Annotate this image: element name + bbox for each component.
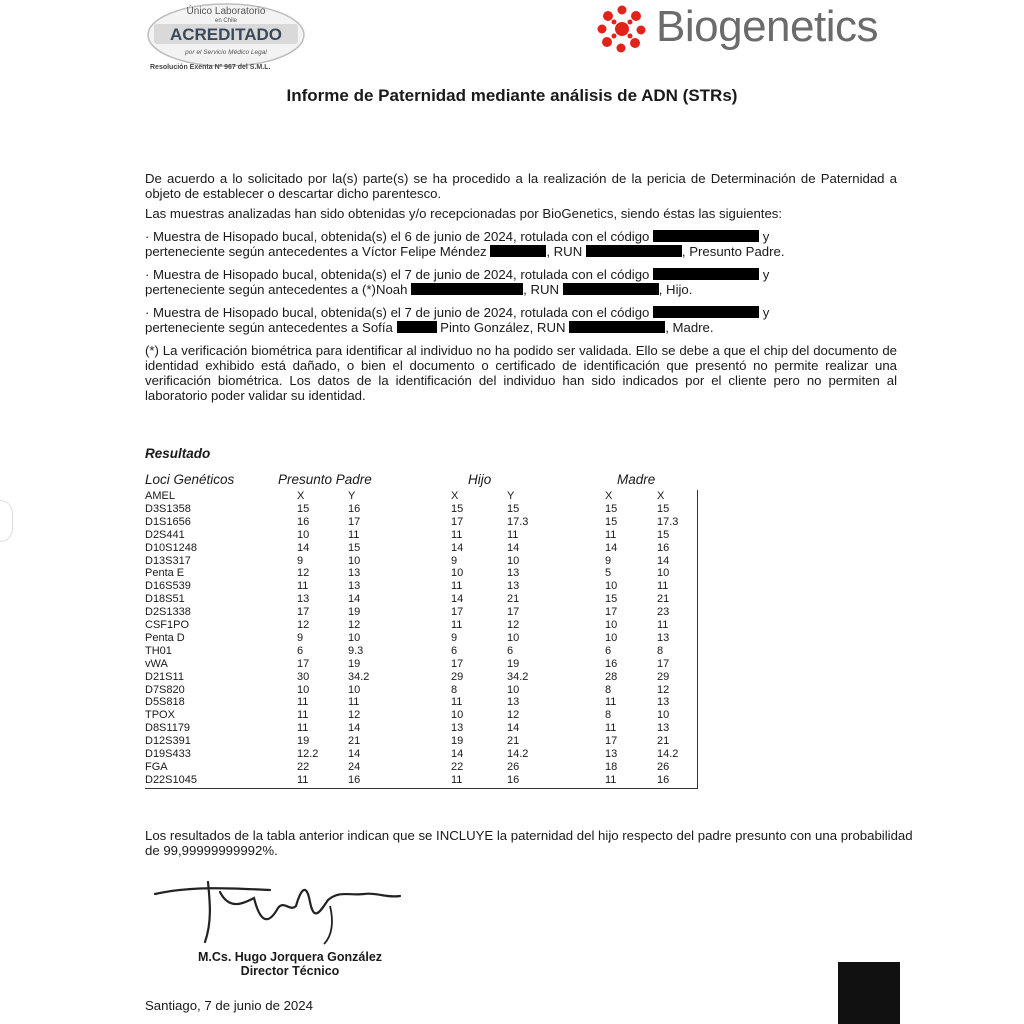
cell-father-y: 10 bbox=[348, 631, 361, 644]
cell-locus: AMEL bbox=[145, 490, 175, 502]
cell-locus: D10S1248 bbox=[145, 541, 197, 554]
cell-father-y: 14 bbox=[348, 593, 361, 606]
cell-locus: D22S1045 bbox=[145, 773, 197, 786]
cell-child-y: 17 bbox=[507, 606, 520, 619]
table-row bbox=[145, 671, 697, 683]
cell-child-x: 17 bbox=[451, 606, 464, 619]
cell-mother-x: X bbox=[605, 490, 613, 502]
cell-child-y: 10 bbox=[507, 554, 520, 567]
cell-child-y: 14 bbox=[507, 541, 520, 554]
cell-mother-y: 15 bbox=[657, 502, 670, 515]
cell-mother-x: 17 bbox=[605, 606, 618, 619]
cell-mother-y: 12 bbox=[657, 683, 670, 696]
cell-mother-y: 29 bbox=[657, 670, 670, 683]
cell-father-x: 11 bbox=[297, 696, 309, 709]
table-row bbox=[145, 490, 697, 502]
report-title: Informe de Paternidad mediante análisis de ADN (STRs) bbox=[286, 86, 738, 105]
cell-locus: D1S1656 bbox=[145, 515, 191, 528]
cell-locus: D21S11 bbox=[145, 670, 184, 683]
cell-child-x: 29 bbox=[451, 670, 464, 683]
cell-child-x: 10 bbox=[451, 567, 464, 580]
signature-image bbox=[150, 872, 410, 952]
conclusion-text: Los resultados de la tabla anterior indican que se INCLUYE la paternidad del hijo respecto del padre presunto con una probabilidad de 99,99999999992%. bbox=[145, 828, 913, 858]
svg-text:ACREDITADO: ACREDITADO bbox=[169, 25, 283, 44]
cell-mother-y: 16 bbox=[657, 773, 670, 786]
cell-mother-y: 8 bbox=[657, 644, 664, 657]
cell-mother-x: 10 bbox=[605, 631, 618, 644]
cell-locus: TPOX bbox=[145, 709, 175, 722]
table-row bbox=[145, 684, 697, 696]
cell-mother-x: 15 bbox=[605, 515, 618, 528]
cell-mother-y: 14 bbox=[657, 554, 670, 567]
table-row bbox=[145, 658, 697, 670]
cell-father-y: 21 bbox=[348, 735, 361, 748]
table-row bbox=[145, 709, 697, 721]
cell-child-x: 11 bbox=[451, 696, 463, 709]
cell-mother-x: 8 bbox=[605, 709, 612, 722]
cell-mother-y: 16 bbox=[657, 541, 670, 554]
table-row bbox=[145, 567, 697, 579]
cell-mother-x: 11 bbox=[605, 696, 617, 709]
cell-father-x: 10 bbox=[297, 528, 310, 541]
redacted-surname bbox=[397, 321, 437, 333]
cell-locus: D18S51 bbox=[145, 593, 185, 606]
cell-mother-x: 9 bbox=[605, 554, 612, 567]
table-row bbox=[145, 722, 697, 734]
cell-mother-x: 18 bbox=[605, 760, 618, 773]
cell-mother-y: 21 bbox=[657, 735, 670, 748]
cell-father-x: 11 bbox=[297, 709, 309, 722]
cell-father-y: 16 bbox=[348, 773, 361, 786]
biometric-note: (*) La verificación biométrica para identificar al individuo no ha podido ser validada. Ello se debe a que el chip del documento de identidad exhibido está dañado, o bien el documento o certificado de identificación que presentó no permite realizar una verificación biométrica. Los datos de la identificación del individuo han sido indicados por el cliente pero no permiten al laboratorio poder validar su identidad. bbox=[145, 343, 897, 403]
svg-text:en Chile: en Chile bbox=[214, 18, 238, 24]
cell-mother-x: 10 bbox=[605, 580, 618, 593]
seal-caption: Resolución Exenta Nº 967 del S.M.L. bbox=[150, 64, 271, 71]
cell-father-y: 19 bbox=[348, 657, 361, 670]
str-results-table bbox=[145, 490, 698, 789]
cell-father-y: Y bbox=[348, 490, 356, 502]
redacted-run bbox=[586, 245, 682, 257]
cell-mother-y: 21 bbox=[657, 593, 670, 606]
cell-father-x: 12.2 bbox=[297, 748, 319, 760]
table-row bbox=[145, 542, 697, 554]
cell-child-x: 14 bbox=[451, 748, 464, 760]
table-row bbox=[145, 696, 697, 708]
cell-child-x: 14 bbox=[451, 593, 464, 606]
cell-mother-y: 11 bbox=[657, 580, 669, 593]
cell-locus: CSF1PO bbox=[145, 619, 190, 631]
column-header-child: Hijo bbox=[468, 472, 492, 487]
signer-role: Director Técnico bbox=[240, 964, 340, 978]
cell-locus: Penta D bbox=[145, 631, 185, 644]
cell-locus: D16S539 bbox=[145, 580, 191, 593]
table-row bbox=[145, 735, 697, 747]
table-row bbox=[145, 593, 697, 605]
cell-father-y: 14 bbox=[348, 722, 361, 735]
table-row bbox=[145, 632, 697, 644]
cell-father-x: 12 bbox=[297, 619, 310, 631]
cell-child-x: 22 bbox=[451, 760, 464, 773]
cell-father-x: 9 bbox=[297, 631, 304, 644]
cell-child-y: 6 bbox=[507, 644, 514, 657]
column-header-loci: Loci Genéticos bbox=[145, 472, 235, 487]
table-row bbox=[145, 619, 697, 631]
cell-father-x: 6 bbox=[297, 644, 304, 657]
table-row bbox=[145, 606, 697, 618]
cell-father-y: 10 bbox=[348, 554, 361, 567]
table-row bbox=[145, 748, 697, 760]
cell-child-y: 14 bbox=[507, 722, 520, 735]
result-title: Resultado bbox=[145, 446, 211, 461]
cell-father-x: 16 bbox=[297, 515, 310, 528]
report-body bbox=[145, 171, 897, 408]
cell-child-y: 14.2 bbox=[507, 748, 529, 760]
cell-mother-y: 13 bbox=[657, 631, 670, 644]
cell-child-x: 14 bbox=[451, 541, 464, 554]
cell-child-x: 9 bbox=[451, 631, 458, 644]
intro-paragraph-2: Las muestras analizadas han sido obtenidas y/o recepcionadas por BioGenetics, siendo éstas las siguientes: bbox=[145, 206, 783, 221]
biogenetics-logo-icon bbox=[592, 4, 652, 54]
cell-father-x: 13 bbox=[297, 593, 310, 606]
cell-child-x: 11 bbox=[451, 580, 463, 593]
cell-mother-y: 11 bbox=[657, 619, 669, 631]
cell-father-x: 17 bbox=[297, 606, 310, 619]
cell-father-x: 15 bbox=[297, 502, 310, 515]
cell-locus: FGA bbox=[145, 760, 168, 773]
cell-child-y: 13 bbox=[507, 567, 520, 580]
cell-mother-x: 16 bbox=[605, 657, 618, 670]
cell-mother-x: 17 bbox=[605, 735, 618, 748]
cell-father-x: 11 bbox=[297, 773, 309, 786]
cell-mother-y: 10 bbox=[657, 567, 670, 580]
redacted-surname bbox=[490, 245, 546, 257]
signer-name: M.Cs. Hugo Jorquera González bbox=[197, 950, 383, 964]
cell-child-y: 13 bbox=[507, 696, 520, 709]
cell-father-y: 16 bbox=[348, 502, 361, 515]
cell-locus: D8S1179 bbox=[145, 722, 191, 735]
intro-paragraph-1: De acuerdo a lo solicitado por la(s) parte(s) se ha procedido a la realización de la pericia de Determinación de Paternidad a objeto de establecer o descartar dicho parentesco. bbox=[145, 171, 897, 201]
table-row bbox=[145, 516, 697, 528]
cell-child-y: 12 bbox=[507, 709, 520, 722]
cell-locus: TH01 bbox=[145, 644, 172, 657]
cell-child-x: 17 bbox=[451, 515, 464, 528]
cell-child-y: 15 bbox=[507, 502, 520, 515]
cell-mother-x: 13 bbox=[605, 748, 618, 760]
cell-father-y: 12 bbox=[348, 619, 361, 631]
cell-child-y: 11 bbox=[507, 528, 519, 541]
cell-mother-x: 15 bbox=[605, 502, 618, 515]
cell-child-y: 34.2 bbox=[507, 670, 529, 683]
cell-mother-x: 11 bbox=[605, 773, 617, 786]
cell-father-y: 24 bbox=[348, 760, 361, 773]
redacted-surname bbox=[411, 283, 523, 295]
redacted-code bbox=[653, 306, 759, 318]
cell-mother-y: 17 bbox=[657, 657, 670, 670]
cell-father-y: 13 bbox=[348, 567, 361, 580]
cell-locus: vWA bbox=[145, 657, 168, 670]
redacted-run bbox=[569, 321, 665, 333]
cell-father-x: 10 bbox=[297, 683, 310, 696]
cell-locus: D7S820 bbox=[145, 683, 185, 696]
table-row bbox=[145, 503, 697, 515]
redacted-code bbox=[653, 230, 759, 242]
cell-mother-y: 26 bbox=[657, 760, 670, 773]
cell-mother-x: 14 bbox=[605, 541, 618, 554]
cell-mother-x: 28 bbox=[605, 670, 618, 683]
cell-child-y: 10 bbox=[507, 631, 520, 644]
cell-mother-y: 13 bbox=[657, 722, 670, 735]
cell-father-x: 19 bbox=[297, 735, 310, 748]
cell-father-y: 12 bbox=[348, 709, 361, 722]
cell-child-y: 13 bbox=[507, 580, 520, 593]
cell-father-y: 10 bbox=[348, 683, 361, 696]
cell-locus: D2S441 bbox=[145, 528, 185, 541]
cell-child-y: 10 bbox=[507, 683, 520, 696]
cell-child-y: 26 bbox=[507, 760, 520, 773]
redacted-stamp bbox=[838, 962, 900, 1024]
table-row bbox=[145, 529, 697, 541]
cell-child-x: 9 bbox=[451, 554, 458, 567]
cell-mother-x: 6 bbox=[605, 644, 612, 657]
page-edge-tab bbox=[0, 500, 13, 542]
cell-mother-y: 15 bbox=[657, 528, 670, 541]
cell-father-y: 11 bbox=[348, 528, 360, 541]
cell-child-y: 17.3 bbox=[507, 515, 529, 528]
cell-mother-y: 14.2 bbox=[657, 748, 679, 760]
brand-name: Biogenetics bbox=[656, 2, 878, 51]
cell-father-x: 22 bbox=[297, 760, 310, 773]
cell-child-x: 13 bbox=[451, 722, 464, 735]
cell-child-x: 11 bbox=[451, 528, 463, 541]
table-row bbox=[145, 580, 697, 592]
cell-locus: Penta E bbox=[145, 567, 185, 580]
cell-child-x: 6 bbox=[451, 644, 458, 657]
cell-father-y: 34.2 bbox=[348, 670, 370, 683]
cell-father-x: 11 bbox=[297, 722, 309, 735]
signer-block bbox=[174, 950, 406, 978]
cell-father-x: X bbox=[297, 490, 305, 502]
cell-child-x: X bbox=[451, 490, 459, 502]
cell-mother-y: 10 bbox=[657, 709, 670, 722]
cell-father-x: 12 bbox=[297, 567, 310, 580]
cell-father-y: 11 bbox=[348, 696, 360, 709]
cell-child-x: 11 bbox=[451, 619, 463, 631]
cell-mother-x: 8 bbox=[605, 683, 612, 696]
cell-mother-y: 23 bbox=[657, 606, 670, 619]
cell-father-x: 17 bbox=[297, 657, 310, 670]
cell-child-y: 19 bbox=[507, 657, 520, 670]
cell-locus: D3S1358 bbox=[145, 502, 191, 515]
svg-text:por el Servicio Médico Legal: por el Servicio Médico Legal bbox=[185, 49, 267, 56]
cell-mother-x: 11 bbox=[605, 528, 617, 541]
cell-father-y: 14 bbox=[348, 748, 361, 760]
cell-child-y: Y bbox=[507, 490, 515, 502]
cell-father-x: 9 bbox=[297, 554, 304, 567]
place-date: Santiago, 7 de junio de 2024 bbox=[145, 998, 313, 1013]
cell-father-x: 14 bbox=[297, 541, 310, 554]
cell-mother-x: 10 bbox=[605, 619, 618, 631]
cell-locus: D13S317 bbox=[145, 554, 191, 567]
sample-item: · Muestra de Hisopado bucal, obtenida(s) el 6 de junio de 2024, rotulada con el código y perteneciente según antecedentes a Víctor Felipe Méndez , RUN , Presunto Padre. bbox=[145, 229, 785, 259]
cell-locus: D19S433 bbox=[145, 748, 191, 760]
svg-text:Único Laboratorio: Único Laboratorio bbox=[186, 6, 266, 17]
cell-mother-y: 13 bbox=[657, 696, 670, 709]
cell-child-y: 16 bbox=[507, 773, 520, 786]
cell-father-y: 15 bbox=[348, 541, 361, 554]
cell-father-y: 13 bbox=[348, 580, 361, 593]
sample-item: · Muestra de Hisopado bucal, obtenida(s) el 7 de junio de 2024, rotulada con el código y perteneciente según antecedentes a Sofía Pinto González, RUN , Madre. bbox=[145, 305, 770, 335]
cell-child-y: 12 bbox=[507, 619, 520, 631]
cell-child-x: 11 bbox=[451, 773, 463, 786]
cell-father-y: 19 bbox=[348, 606, 361, 619]
cell-mother-y: X bbox=[657, 490, 665, 502]
cell-mother-x: 5 bbox=[605, 567, 612, 580]
sample-item: · Muestra de Hisopado bucal, obtenida(s) el 7 de junio de 2024, rotulada con el código y perteneciente según antecedentes a (*)Noah , RUN , Hijo. bbox=[145, 267, 770, 297]
cell-locus: D12S391 bbox=[145, 735, 191, 748]
cell-child-x: 10 bbox=[451, 709, 464, 722]
column-header-father: Presunto Padre bbox=[278, 472, 372, 487]
cell-child-x: 8 bbox=[451, 683, 458, 696]
table-row bbox=[145, 774, 697, 786]
column-header-mother: Madre bbox=[617, 472, 656, 487]
table-row bbox=[145, 761, 697, 773]
cell-locus: D2S1338 bbox=[145, 606, 191, 619]
table-row bbox=[145, 645, 697, 657]
cell-father-x: 30 bbox=[297, 670, 310, 683]
cell-father-x: 11 bbox=[297, 580, 309, 593]
cell-child-y: 21 bbox=[507, 735, 520, 748]
cell-mother-y: 17.3 bbox=[657, 515, 679, 528]
cell-mother-x: 11 bbox=[605, 722, 617, 735]
cell-child-y: 21 bbox=[507, 593, 520, 606]
cell-mother-x: 15 bbox=[605, 593, 618, 606]
table-row bbox=[145, 555, 697, 567]
cell-child-x: 19 bbox=[451, 735, 464, 748]
redacted-run bbox=[563, 283, 659, 295]
redacted-code bbox=[653, 268, 759, 280]
cell-locus: D5S818 bbox=[145, 696, 185, 709]
cell-father-y: 9.3 bbox=[348, 644, 364, 657]
cell-child-x: 17 bbox=[451, 657, 464, 670]
accreditation-seal bbox=[146, 2, 306, 72]
cell-child-x: 15 bbox=[451, 502, 464, 515]
cell-father-y: 17 bbox=[348, 515, 361, 528]
